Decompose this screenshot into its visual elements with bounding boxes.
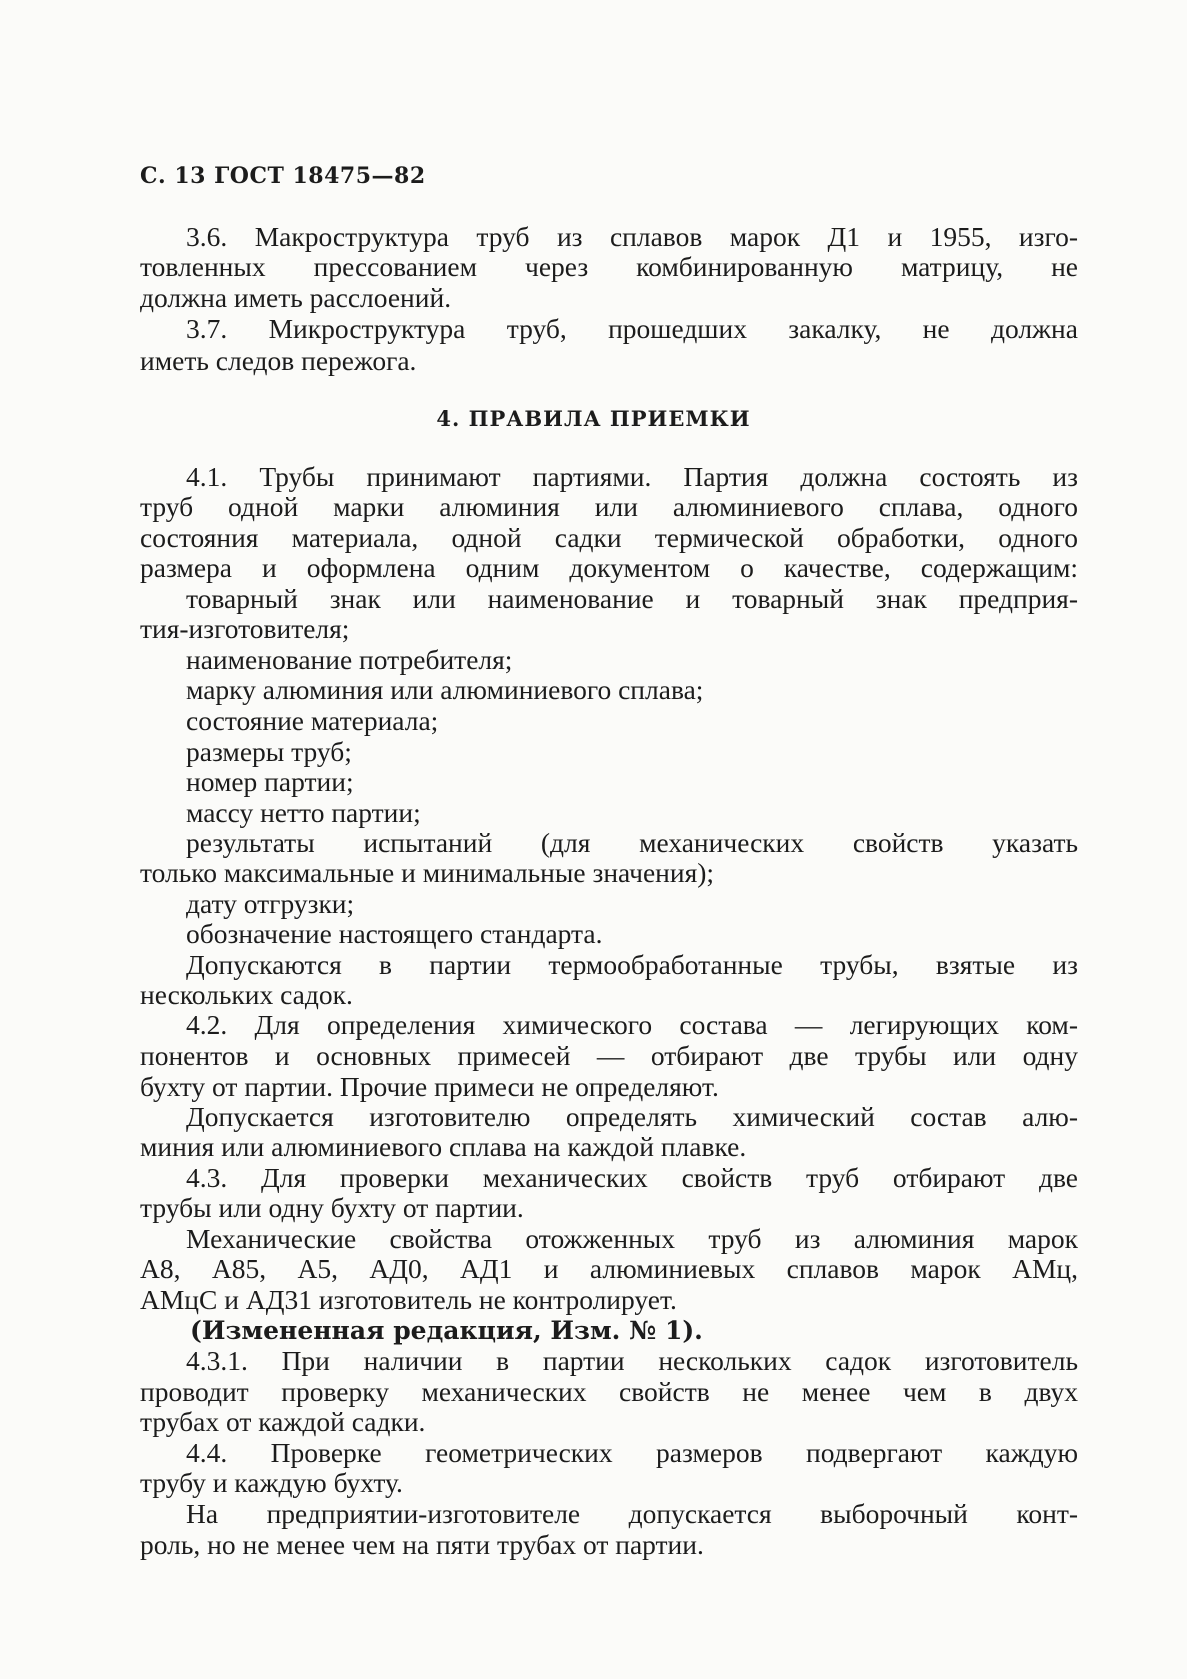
text-line: понентов и основных примесей — отбирают две трубы или одну	[140, 1040, 1078, 1071]
text-line: труб одной марки алюминия или алюминиевого сплава, одного	[140, 491, 1078, 522]
text-line: Допускаются в партии термообработанные трубы, взятые из	[186, 949, 1078, 980]
page-header: С. 13 ГОСТ 18475—82	[140, 163, 426, 189]
text-line: 3.7. Микроструктура труб, прошедших закалку, не должна	[186, 313, 1078, 344]
text-line: товарный знак или наименование и товарный знак предприя-	[186, 583, 1078, 614]
text-line: состояния материала, одной садки термической обработки, одного	[140, 522, 1078, 553]
text-line: Механические свойства отожженных труб из алюминия марок	[186, 1223, 1078, 1254]
text-line: 4.1. Трубы принимают партиями. Партия должна состоять из	[186, 461, 1078, 492]
text-line: трубы или одну бухту от партии.	[140, 1192, 524, 1223]
text-line: роль, но не менее чем на пяти трубах от партии.	[140, 1529, 704, 1560]
text-line: 4.3. Для проверки механических свойств труб отбирают две	[186, 1162, 1078, 1193]
text-line: только максимальные и минимальные значения);	[140, 857, 715, 888]
text-line: АМцС и АД31 изготовитель не контролирует.	[140, 1284, 677, 1315]
section-heading: 4. ПРАВИЛА ПРИЕМКИ	[436, 406, 751, 431]
text-line: иметь следов пережога.	[140, 345, 417, 376]
text-line: товленных прессованием через комбинированную матрицу, не	[140, 251, 1078, 282]
text-line: размеры труб;	[186, 736, 352, 767]
text-line: марку алюминия или алюминиевого сплава;	[186, 674, 704, 705]
text-line: 4.4. Проверке геометрических размеров подвергают каждую	[186, 1437, 1078, 1468]
text-line: должна иметь расслоений.	[140, 282, 452, 313]
text-line: бухту от партии. Прочие примеси не определяют.	[140, 1071, 719, 1102]
text-line: номер партии;	[186, 766, 354, 797]
text-line: Допускается изготовителю определять химический состав алю-	[186, 1101, 1078, 1132]
text-line: трубах от каждой садки.	[140, 1406, 426, 1437]
text-line: трубу и каждую бухту.	[140, 1467, 403, 1498]
text-line: На предприятии-изготовителе допускается выборочный конт-	[186, 1498, 1078, 1529]
text-line: 4.3.1. При наличии в партии нескольких садок изготовитель	[186, 1345, 1078, 1376]
text-line: 3.6. Макроструктура труб из сплавов марок Д1 и 1955, изго-	[186, 221, 1078, 252]
text-line: нескольких садок.	[140, 979, 353, 1010]
text-line: 4.2. Для определения химического состава — легирующих ком-	[186, 1009, 1078, 1040]
text-line: размера и оформлена одним документом о качестве, содержащим:	[140, 552, 1078, 583]
text-line: миния или алюминиевого сплава на каждой плавке.	[140, 1131, 747, 1162]
text-line: тия-изготовителя;	[140, 613, 350, 644]
text-line: наименование потребителя;	[186, 644, 513, 675]
text-line: проводит проверку механических свойств не менее чем в двух	[140, 1376, 1078, 1407]
text-line: состояние материала;	[186, 705, 439, 736]
text-line: результаты испытаний (для механических свойств указать	[186, 827, 1078, 858]
amendment-note: (Измененная редакция, Изм. № 1).	[190, 1316, 703, 1345]
text-line: массу нетто партии;	[186, 797, 421, 828]
text-line: А8, А85, А5, АД0, АД1 и алюминиевых сплавов марок АМц,	[140, 1253, 1078, 1284]
text-line: дату отгрузки;	[186, 888, 355, 919]
text-line: обозначение настоящего стандарта.	[186, 918, 603, 949]
